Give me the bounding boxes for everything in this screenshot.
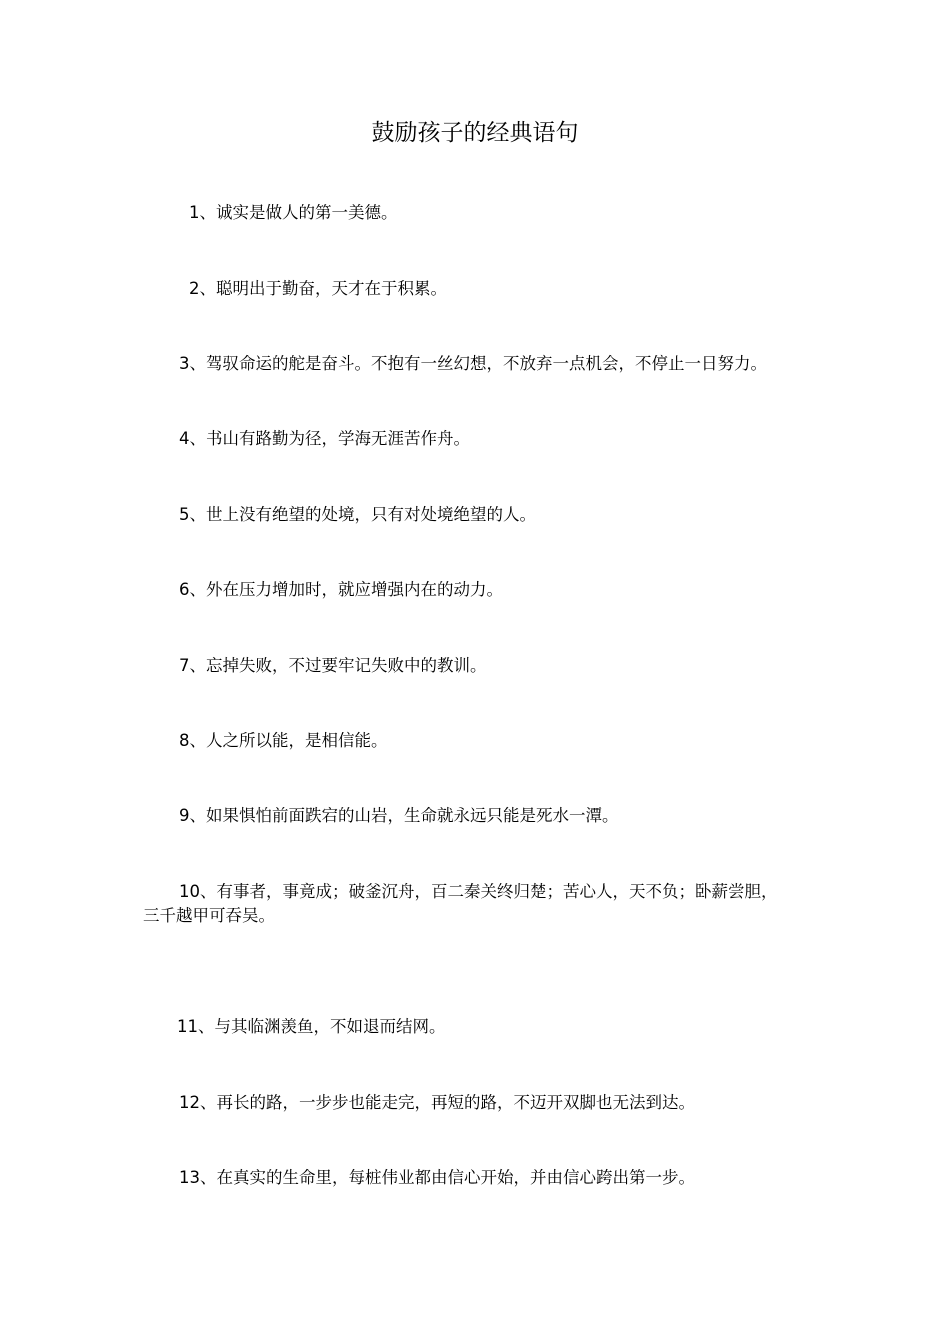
quote-item-8: 8、人之所以能，是相信能。 — [179, 731, 388, 750]
quote-item-10-line-2: 三千越甲可吞吴。 — [143, 906, 275, 925]
quote-item-4: 4、书山有路勤为径，学海无涯苦作舟。 — [179, 429, 470, 448]
quote-item-12: 12、再长的路，一步步也能走完，再短的路，不迈开双脚也无法到达。 — [179, 1093, 695, 1112]
quote-item-3: 3、驾驭命运的舵是奋斗。不抱有一丝幻想，不放弃一点机会，不停止一日努力。 — [179, 354, 767, 373]
quote-item-2: 2、聪明出于勤奋，天才在于积累。 — [189, 279, 447, 298]
quote-item-1: 1、诚实是做人的第一美德。 — [189, 203, 398, 222]
quote-item-6: 6、外在压力增加时，就应增强内在的动力。 — [179, 580, 503, 599]
quote-item-10 — [143, 880, 813, 928]
quote-item-7: 7、忘掉失败，不过要牢记失败中的教训。 — [179, 656, 487, 675]
quote-item-10-line-1: 10、有事者，事竟成；破釜沉舟，百二秦关终归楚；苦心人，天不负；卧薪尝胆， — [179, 882, 778, 901]
quote-item-13: 13、在真实的生命里，每桩伟业都由信心开始，并由信心跨出第一步。 — [179, 1168, 695, 1187]
quote-item-9: 9、如果惧怕前面跌宕的山岩，生命就永远只能是死水一潭。 — [179, 806, 619, 825]
document-title: 鼓励孩子的经典语句 — [371, 120, 579, 146]
quote-item-5: 5、世上没有绝望的处境，只有对处境绝望的人。 — [179, 505, 536, 524]
quote-item-11: 11、与其临渊羡鱼，不如退而结网。 — [177, 1017, 446, 1036]
